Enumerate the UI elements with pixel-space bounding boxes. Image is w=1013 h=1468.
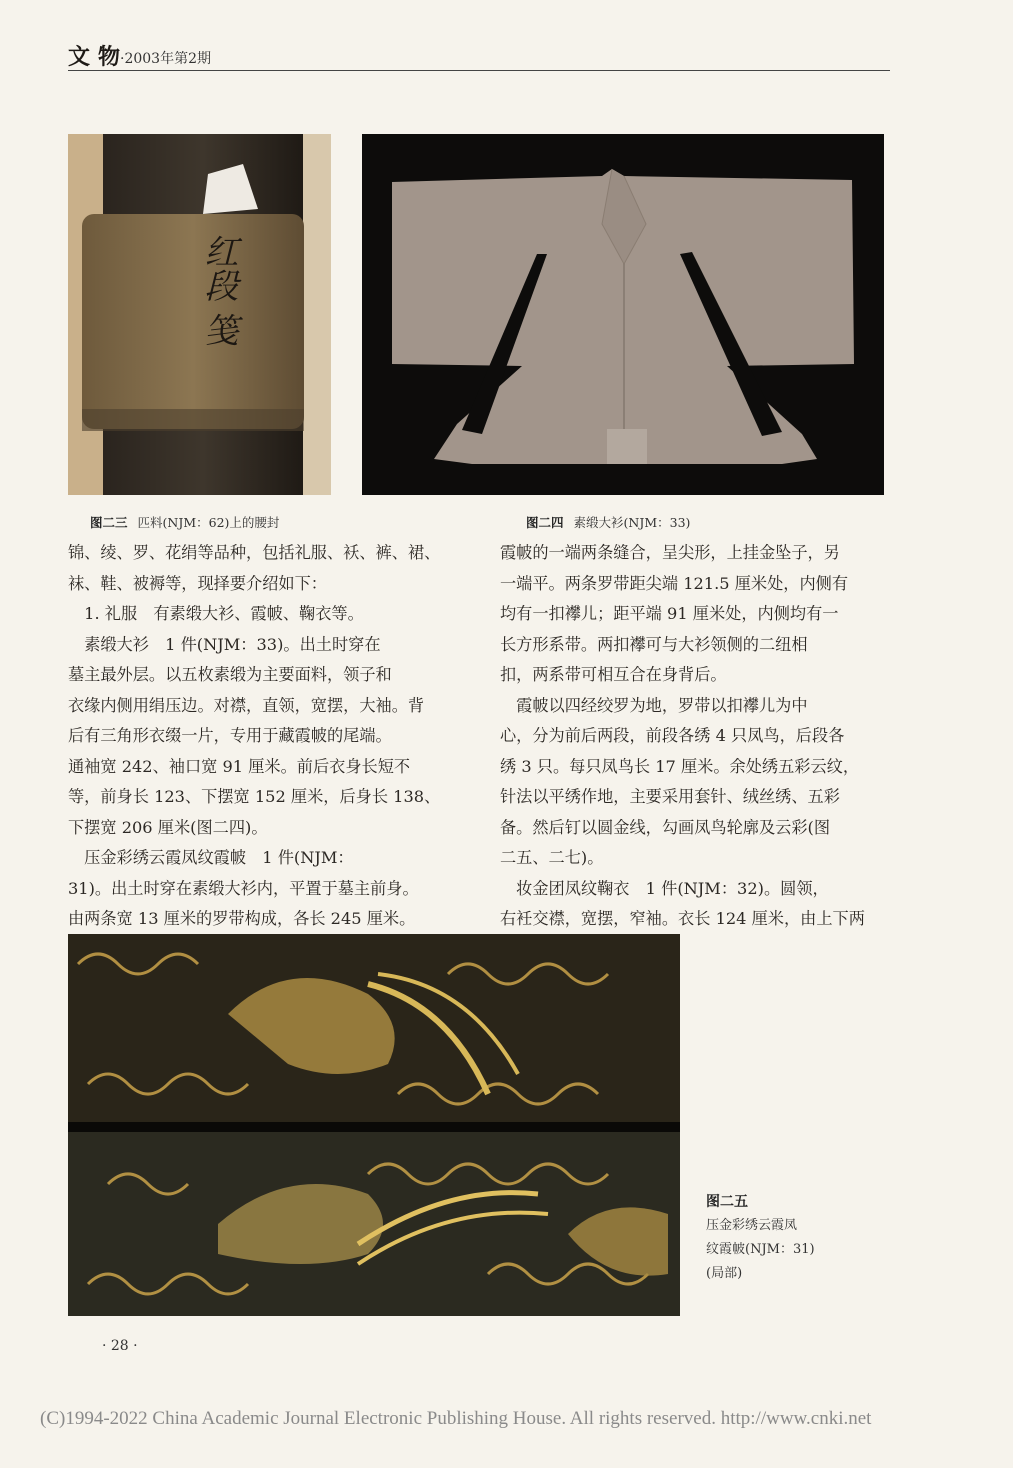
figure-25-caption-line-3: (局部) — [706, 1266, 743, 1281]
issue-label: ·2003年第2期 — [120, 51, 211, 67]
body-line: 一端平。两条罗带距尖端 121.5 厘米处，内侧有 — [500, 573, 849, 593]
body-line: 通袖宽 242、袖口宽 91 厘米。前后衣身长短不 — [68, 756, 411, 776]
copyright-footer: (C)1994-2022 China Academic Journal Electronic Publishing House. All rights reserved. http://www.cnki.net — [40, 1408, 872, 1429]
robe-illustration — [362, 134, 884, 495]
journal-logo: 文物 — [68, 44, 129, 70]
figure-24-number: 图二四 — [526, 515, 564, 530]
embroidered-xiapei-illustration — [68, 934, 680, 1316]
body-line: 素缎大衫 1 件(NJM：33)。出土时穿在 — [68, 634, 381, 654]
body-line: 霞帔的一端两条缝合，呈尖形，上挂金坠子，另 — [500, 543, 840, 562]
figure-23-number: 图二三 — [90, 515, 128, 530]
body-line: 扣，两系带可相互合在身背后。 — [500, 665, 727, 684]
body-line: 长方形系带。两扣襻可与大衫领侧的二纽相 — [500, 634, 808, 654]
figure-24-caption — [526, 513, 690, 531]
body-line: 二五、二七)。 — [500, 848, 604, 867]
body-line: 绣 3 只。每只凤鸟长 17 厘米。余处绣五彩云纹， — [500, 756, 860, 776]
body-line: 妆金团凤纹鞠衣 1 件(NJM：32)。圆领， — [500, 878, 829, 898]
page-number: · 28 · — [102, 1338, 138, 1354]
body-line: 锦、绫、罗、花绢等品种，包括礼服、袄、裤、裙、 — [68, 543, 441, 562]
figure-24-text: 素缎大衫(NJM：33) — [573, 515, 691, 530]
body-line: 下摆宽 206 厘米(图二四)。 — [68, 817, 268, 837]
body-line: 衣缘内侧用绢压边。对襟，直领，宽摆，大袖。背 — [68, 695, 425, 715]
figure-25-photo — [68, 934, 680, 1316]
figure-25-number: 图二五 — [706, 1194, 748, 1210]
figure-25-caption-line-2: 纹霞帔(NJM：31) — [706, 1242, 815, 1257]
figure-23-caption — [90, 513, 279, 531]
body-line: 针法以平绣作地，主要采用套针、绒丝绣、五彩 — [500, 787, 840, 806]
body-line: 右衽交襟，宽摆，窄袖。衣长 124 厘米，由上下两 — [500, 909, 865, 928]
body-line: 由两条宽 13 厘米的罗带构成，各长 245 厘米。 — [68, 909, 416, 928]
body-line: 墓主最外层。以五枚素缎为主要面料，领子和 — [68, 665, 392, 684]
figure-24-photo — [362, 134, 884, 495]
figure-23-text: 匹料(NJM：62)上的腰封 — [137, 515, 280, 530]
body-column-right — [500, 538, 892, 935]
figure-25-caption — [706, 1190, 856, 1286]
body-line: 1. 礼服 有素缎大衫、霞帔、鞠衣等。 — [68, 604, 364, 623]
body-line: 压金彩绣云霞凤纹霞帔 1 件(NJM： — [68, 848, 354, 867]
body-line: 霞帔以四经绞罗为地，罗带以扣襻儿为中 — [500, 695, 808, 715]
body-line: 等，前身长 123、下摆宽 152 厘米，后身长 138、 — [68, 787, 441, 806]
body-line: 后有三角形衣缀一片，专用于藏霞帔的尾端。 — [68, 726, 392, 745]
body-line: 袜、鞋、被褥等，现择要介绍如下： — [68, 573, 327, 593]
body-line: 备。然后钉以圆金线，勾画凤鸟轮廓及云彩(图 — [500, 817, 831, 837]
body-column-left — [68, 538, 460, 935]
figure-25-caption-line-1: 压金彩绣云霞凤 — [706, 1218, 798, 1233]
header-rule — [68, 70, 890, 71]
waist-seal-inscription: 红段 笺 — [198, 234, 238, 347]
body-line: 均有一扣襻儿；距平端 91 厘米处，内侧均有一 — [500, 604, 839, 623]
body-line: 心，分为前后两段，前段各绣 4 只凤鸟，后段各 — [500, 726, 845, 745]
body-line: 31)。出土时穿在素缎大衫内，平置于墓主前身。 — [68, 878, 419, 898]
figure-23-photo — [68, 134, 331, 495]
